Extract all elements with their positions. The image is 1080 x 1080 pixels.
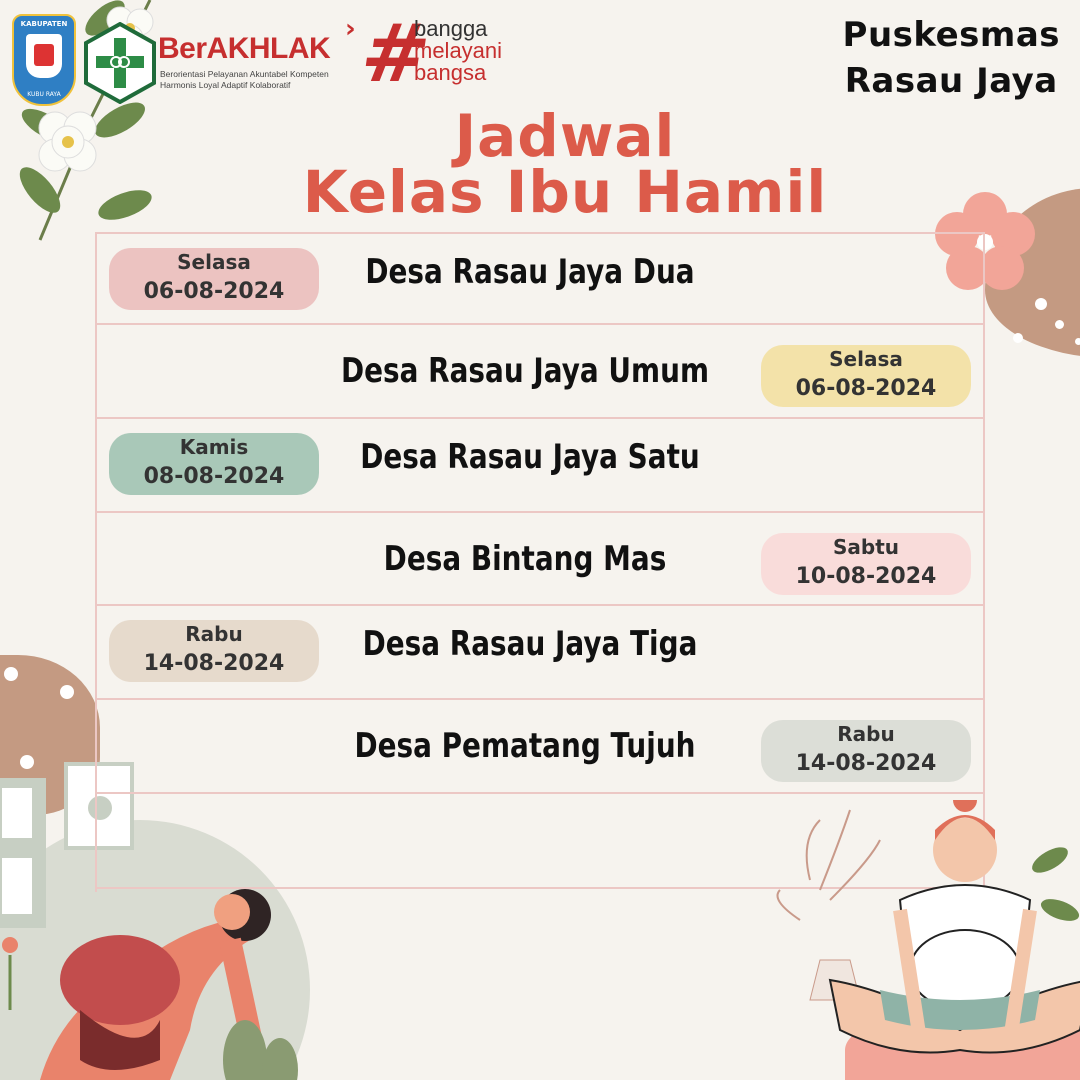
date-badge: [109, 248, 319, 310]
date-badge: [761, 533, 971, 595]
badge-date: 06-08-2024: [795, 376, 937, 401]
chevron-icon: ›: [345, 14, 356, 44]
berakhlak-tagline: [160, 69, 329, 91]
puskesmas-name: [843, 12, 1060, 104]
title-line-2: Kelas Ibu Hamil: [302, 158, 828, 226]
tagline-line-2: Harmonis Loyal Adaptif Kolaboratif: [160, 80, 291, 90]
berakhlak-wordmark: BerAKHLAK: [158, 32, 331, 65]
puskesmas-line-1: Puskesmas: [842, 15, 1060, 55]
pregnant-woman-stretching-illustration: [0, 860, 330, 1080]
bangga-line-1: bangga: [414, 16, 488, 41]
date-badge: [109, 433, 319, 495]
bangga-line-2: melayani: [414, 38, 503, 63]
schedule-row: [97, 232, 983, 324]
desa-name: Desa Rasau Jaya Umum: [340, 351, 710, 391]
table-divider: [97, 792, 983, 794]
bangga-melayani-bangsa: [414, 18, 502, 84]
schedule-row: [97, 417, 983, 509]
schedule-row: [97, 604, 983, 696]
badge-day: Rabu: [837, 722, 895, 746]
puskesmas-line-2: Rasau Jaya: [844, 61, 1058, 101]
desa-name: Desa Rasau Jaya Tiga: [362, 624, 698, 664]
emblem-caption: KABUPATEN: [20, 20, 68, 28]
badge-day: Selasa: [177, 250, 251, 274]
badge-date: 14-08-2024: [143, 651, 285, 676]
badge-day: Selasa: [829, 347, 903, 371]
badge-date: 08-08-2024: [143, 464, 285, 489]
badge-date: 10-08-2024: [795, 564, 937, 589]
schedule-row: [97, 511, 983, 603]
emblem-footer: KUBU RAYA: [27, 91, 61, 98]
page-title: [0, 102, 1080, 226]
schedule-row: [97, 698, 983, 790]
desa-name: Desa Bintang Mas: [383, 539, 667, 579]
desa-name: Desa Pematang Tujuh: [354, 726, 696, 766]
desa-name: Desa Rasau Jaya Satu: [360, 437, 700, 477]
bangga-line-3: bangsa: [414, 60, 487, 85]
date-badge: [761, 720, 971, 782]
badge-date: 14-08-2024: [795, 751, 937, 776]
kabupaten-emblem-icon: [12, 14, 76, 106]
berakhlak-hex-icon: [84, 22, 156, 104]
badge-day: Sabtu: [832, 535, 899, 559]
date-badge: [109, 620, 319, 682]
schedule-row: [97, 323, 983, 415]
title-line-1: Jadwal: [454, 102, 676, 170]
tagline-line-1: Berorientasi Pelayanan Akuntabel Kompeten: [160, 69, 329, 79]
schedule-table: [95, 232, 985, 892]
badge-day: Kamis: [179, 435, 249, 459]
pregnant-woman-sitting-illustration: [770, 800, 1080, 1080]
badge-date: 06-08-2024: [143, 279, 285, 304]
hashtag-symbol: #: [355, 7, 436, 100]
badge-day: Rabu: [185, 622, 243, 646]
date-badge: [761, 345, 971, 407]
desa-name: Desa Rasau Jaya Dua: [365, 252, 695, 292]
